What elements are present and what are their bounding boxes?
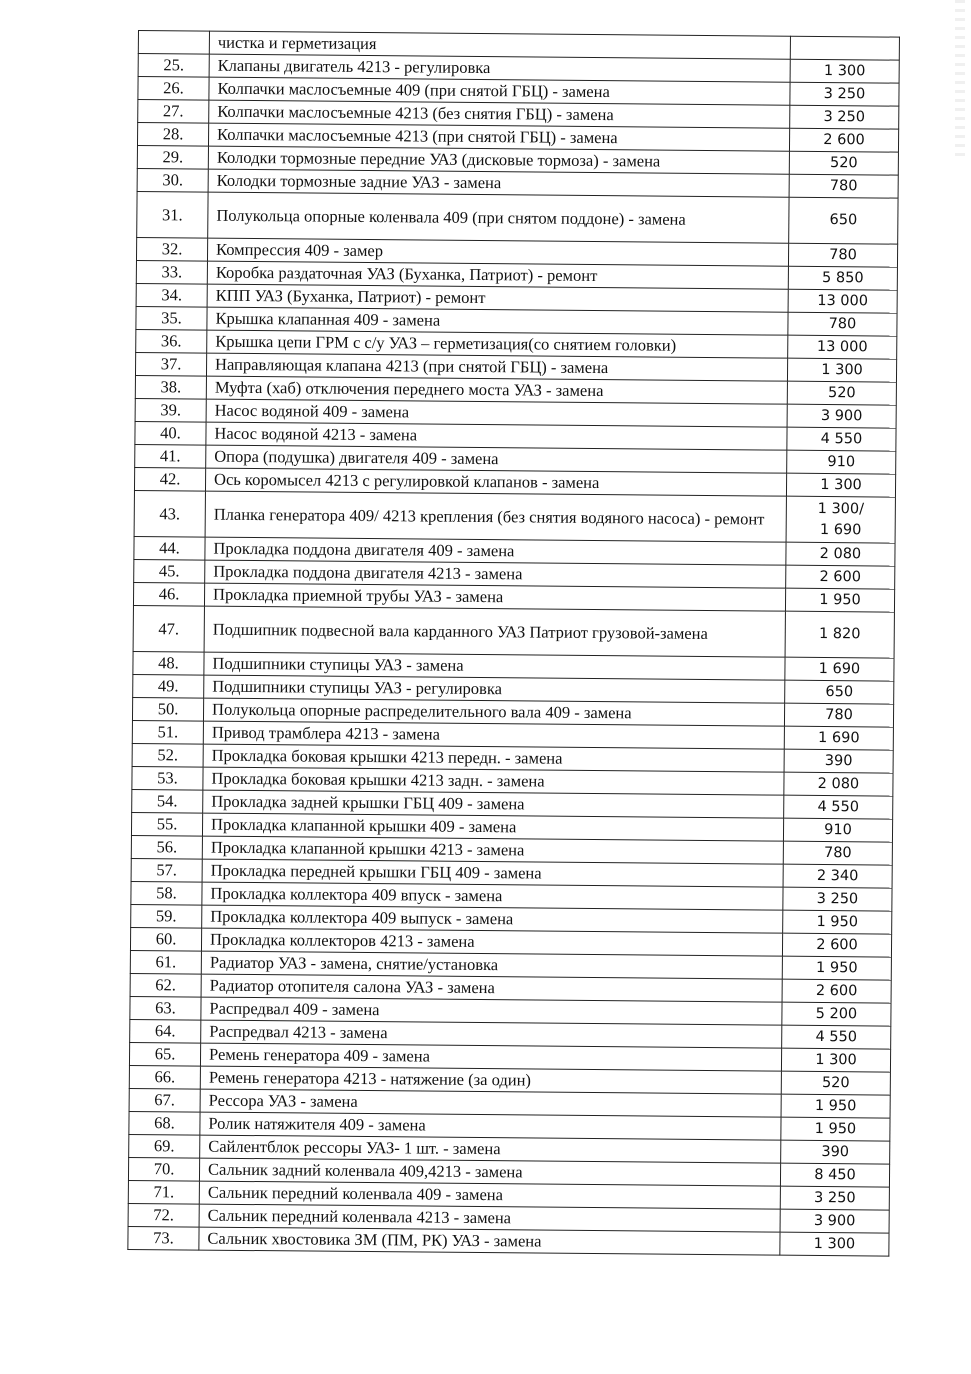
service-description: Сальник передний коленвала 4213 - замена — [199, 1204, 780, 1232]
row-number: 63. — [130, 996, 201, 1020]
row-number: 38. — [135, 375, 206, 399]
service-description: Прокладка передней крышки ГБЦ 409 - замена — [202, 859, 783, 887]
service-price: 780 — [789, 174, 898, 198]
row-number: 47. — [133, 605, 204, 652]
service-description: Компрессия 409 - замер — [207, 238, 788, 266]
row-number: 29. — [137, 145, 208, 169]
row-number: 39. — [135, 398, 206, 422]
service-price: 2 600 — [786, 565, 895, 589]
service-price: 2 080 — [786, 542, 895, 566]
service-description: Ремень генератора 4213 - натяжение (за один) — [200, 1066, 781, 1094]
row-number: 62. — [130, 973, 201, 997]
service-description: Колпачки маслосъемные 4213 (при снятой ГБЦ) - замена — [208, 123, 789, 151]
service-description: Муфта (хаб) отключения переднего моста УАЗ - замена — [206, 376, 787, 404]
service-description: Сальник хвостовика ЗМ (ПМ, РК) УАЗ - замена — [199, 1227, 780, 1255]
row-number: 41. — [135, 444, 206, 468]
service-description: Радиатор УАЗ - замена, снятие/установка — [201, 951, 782, 979]
service-description: Колодки тормозные передние УАЗ (дисковые тормоза) - замена — [208, 146, 789, 174]
service-description: Ролик натяжителя 409 - замена — [200, 1112, 781, 1140]
row-number: 69. — [129, 1134, 200, 1158]
service-description: Распредвал 4213 - замена — [201, 1020, 782, 1048]
service-description: Насос водяной 409 - замена — [206, 399, 787, 427]
service-price: 1 950 — [785, 588, 894, 612]
service-description: Радиатор отопителя салона УАЗ - замена — [201, 974, 782, 1002]
row-number: 59. — [131, 904, 202, 928]
row-number: 65. — [129, 1042, 200, 1066]
service-price-line: 1 690 — [819, 521, 862, 538]
service-price: 520 — [789, 151, 898, 175]
service-description: Прокладка боковая крышки 4213 задн. - замена — [203, 767, 784, 795]
service-price: 5 850 — [788, 266, 897, 290]
service-description: Ремень генератора 409 - замена — [200, 1043, 781, 1071]
service-price: 5 200 — [782, 1002, 891, 1026]
service-description: Колпачки маслосъемные 4213 (без снятия ГБЦ) - замена — [209, 100, 790, 128]
service-price — [790, 36, 899, 60]
table-row — [133, 605, 894, 658]
service-description: Крышка клапанная 409 - замена — [207, 307, 788, 335]
service-price: 910 — [787, 450, 896, 474]
service-description: Распредвал 409 - замена — [201, 997, 782, 1025]
row-number: 61. — [130, 950, 201, 974]
service-price: 3 250 — [783, 887, 892, 911]
service-price — [786, 496, 895, 543]
service-description: Прокладка коллектора 409 впуск - замена — [202, 882, 783, 910]
service-price: 2 600 — [782, 933, 891, 957]
service-description: Крышка цепи ГРМ с с/у УАЗ – герметизация(со снятием головки) — [207, 330, 788, 358]
service-price: 650 — [789, 197, 898, 244]
row-number: 50. — [132, 697, 203, 721]
service-description: Подшипники ступицы УАЗ - регулировка — [204, 675, 785, 703]
price-table-body — [128, 31, 900, 1257]
service-price: 4 550 — [784, 795, 893, 819]
row-number: 45. — [134, 559, 205, 583]
row-number: 66. — [129, 1065, 200, 1089]
service-description: Опора (подушка) двигателя 409 - замена — [206, 445, 787, 473]
row-number: 42. — [134, 467, 205, 491]
service-description: Подшипник подвесной вала карданного УАЗ Патриот грузовой-замена — [204, 606, 785, 657]
service-price: 3 250 — [790, 82, 899, 106]
row-number: 51. — [132, 720, 203, 744]
row-number: 25. — [138, 54, 209, 78]
service-description: Прокладка поддона двигателя 4213 - замена — [205, 560, 786, 588]
row-number: 71. — [128, 1180, 199, 1204]
row-number: 36. — [136, 329, 207, 353]
service-description: Колодки тормозные задние УАЗ - замена — [208, 169, 789, 197]
row-number: 64. — [130, 1019, 201, 1043]
service-price: 1 300 — [787, 358, 896, 382]
service-description: Направляющая клапана 4213 (при снятой ГБЦ) - замена — [206, 353, 787, 381]
row-number: 31. — [137, 191, 208, 238]
service-description: Прокладка поддона двигателя 409 - замена — [205, 537, 786, 565]
service-price: 3 250 — [790, 105, 899, 129]
service-price: 13 000 — [788, 335, 897, 359]
service-description: Прокладка коллекторов 4213 - замена — [201, 928, 782, 956]
service-price: 3 250 — [780, 1186, 889, 1210]
row-number: 54. — [132, 789, 203, 813]
row-number: 40. — [135, 421, 206, 445]
service-description: Подшипники ступицы УАЗ - замена — [204, 652, 785, 680]
row-number: 44. — [134, 536, 205, 560]
service-price: 2 600 — [782, 979, 891, 1003]
service-description: КПП УАЗ (Буханка, Патриот) - ремонт — [207, 284, 788, 312]
service-price: 1 950 — [781, 1117, 890, 1141]
service-description: Прокладка коллектора 409 выпуск - замена — [202, 905, 783, 933]
row-number: 27. — [138, 100, 209, 124]
row-number: 46. — [133, 582, 204, 606]
row-number: 33. — [136, 260, 207, 284]
row-number: 60. — [130, 927, 201, 951]
row-number: 55. — [131, 812, 202, 836]
row-number: 58. — [131, 881, 202, 905]
service-price: 1 300 — [786, 473, 895, 497]
service-price-line: 1 300/ — [817, 500, 865, 517]
service-price: 3 900 — [780, 1209, 889, 1233]
service-description: Коробка раздаточная УАЗ (Буханка, Патриот) - ремонт — [207, 261, 788, 289]
service-description: Прокладка клапанной крышки 409 - замена — [202, 813, 783, 841]
service-price: 13 000 — [788, 289, 897, 313]
service-price: 1 820 — [785, 611, 894, 658]
row-number: 49. — [133, 674, 204, 698]
row-number: 28. — [137, 123, 208, 147]
row-number: 70. — [128, 1157, 199, 1181]
row-number: 34. — [136, 283, 207, 307]
row-number — [138, 31, 209, 55]
service-price: 520 — [781, 1071, 890, 1095]
service-price: 520 — [787, 381, 896, 405]
service-description: Клапаны двигатель 4213 - регулировка — [209, 54, 790, 82]
service-description: Прокладка задней крышки ГБЦ 409 - замена — [203, 790, 784, 818]
service-price: 1 690 — [784, 726, 893, 750]
service-price: 1 300 — [781, 1048, 890, 1072]
row-number: 37. — [135, 352, 206, 376]
row-number: 30. — [137, 168, 208, 192]
row-number: 43. — [134, 490, 205, 537]
service-description: Прокладка клапанной крышки 4213 - замена — [202, 836, 783, 864]
service-price: 1 950 — [781, 1094, 890, 1118]
service-price: 8 450 — [780, 1163, 889, 1187]
row-number: 52. — [132, 743, 203, 767]
service-description: Колпачки маслосъемные 409 (при снятой ГБЦ) - замена — [209, 77, 790, 105]
service-description: Ось коромысел 4213 с регулировкой клапанов - замена — [205, 468, 786, 496]
service-description: чистка и герметизация — [209, 31, 790, 59]
row-number: 67. — [129, 1088, 200, 1112]
service-description: Прокладка боковая крышки 4213 передн. - замена — [203, 744, 784, 772]
service-price: 780 — [788, 312, 897, 336]
service-price: 390 — [784, 749, 893, 773]
service-description: Прокладка приемной трубы УАЗ - замена — [204, 583, 785, 611]
service-price: 650 — [785, 680, 894, 704]
service-description: Планка генератора 409/ 4213 крепления (без снятия водяного насоса) - ремонт — [205, 491, 786, 542]
service-description: Рессора УАЗ - замена — [200, 1089, 781, 1117]
table-row — [134, 490, 895, 543]
service-price: 780 — [783, 841, 892, 865]
row-number: 32. — [136, 237, 207, 261]
service-price: 2 340 — [783, 864, 892, 888]
service-description: Сайлентблок рессоры УАЗ- 1 шт. - замена — [200, 1135, 781, 1163]
row-number: 26. — [138, 77, 209, 101]
row-number: 56. — [131, 835, 202, 859]
price-table — [127, 30, 900, 1257]
service-price: 2 600 — [789, 128, 898, 152]
row-number: 35. — [136, 306, 207, 330]
service-price: 1 950 — [783, 910, 892, 934]
row-number: 53. — [132, 766, 203, 790]
service-price: 1 950 — [782, 956, 891, 980]
row-number: 48. — [133, 651, 204, 675]
service-description: Сальник задний коленвала 409,4213 - замена — [199, 1158, 780, 1186]
service-price: 390 — [781, 1140, 890, 1164]
service-price: 910 — [783, 818, 892, 842]
table-row — [137, 191, 898, 244]
service-description: Полукольца опорные распределительного вала 409 - замена — [203, 698, 784, 726]
service-description: Сальник передний коленвала 409 - замена — [199, 1181, 780, 1209]
service-description: Привод трамблера 4213 - замена — [203, 721, 784, 749]
row-number: 57. — [131, 858, 202, 882]
service-description: Полукольца опорные коленвала 409 (при снятом поддоне) - замена — [208, 192, 789, 243]
row-number: 68. — [129, 1111, 200, 1135]
service-description: Насос водяной 4213 - замена — [206, 422, 787, 450]
service-price: 1 690 — [785, 657, 894, 681]
service-price: 780 — [784, 703, 893, 727]
service-price: 3 900 — [787, 404, 896, 428]
scan-margin-marks — [955, 0, 965, 160]
service-price: 1 300 — [780, 1232, 889, 1256]
service-price: 4 550 — [787, 427, 896, 451]
service-price: 2 080 — [784, 772, 893, 796]
row-number: 72. — [128, 1203, 199, 1227]
row-number: 73. — [128, 1226, 199, 1250]
service-price: 4 550 — [782, 1025, 891, 1049]
service-price: 780 — [788, 243, 897, 267]
service-price: 1 300 — [790, 59, 899, 83]
